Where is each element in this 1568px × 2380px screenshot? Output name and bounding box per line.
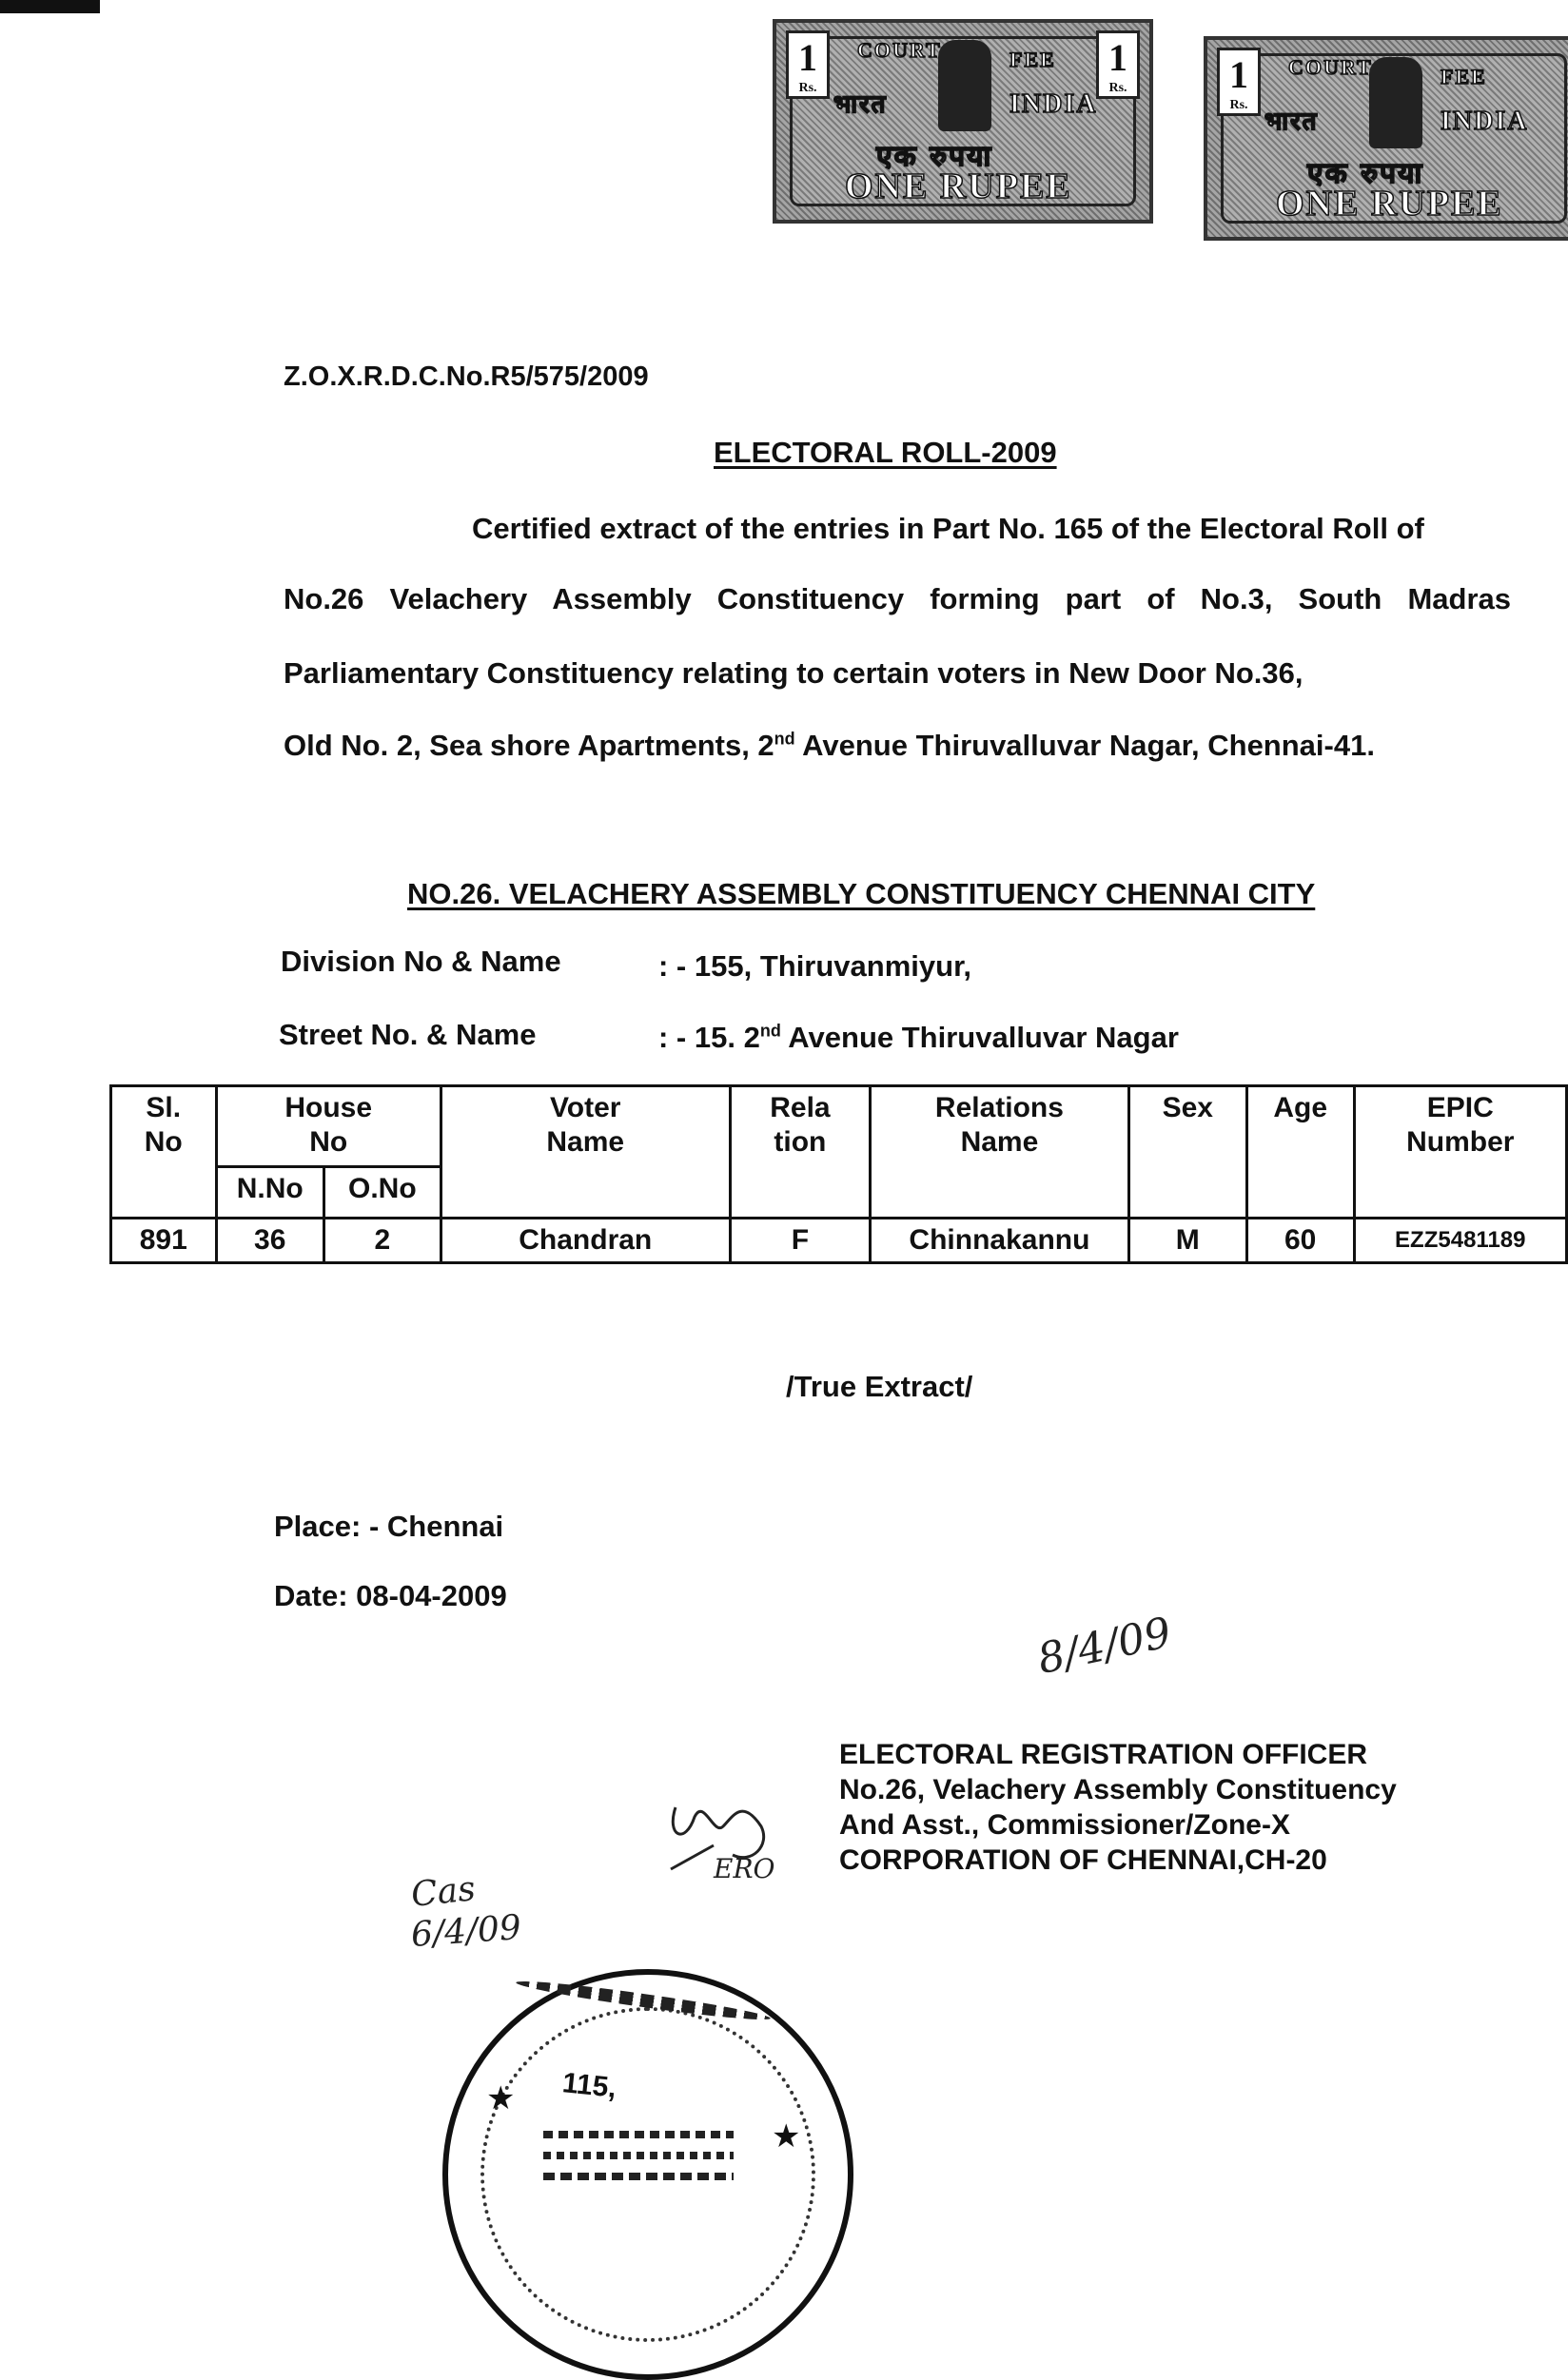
office-seal (442, 1969, 853, 2380)
table-header-row (111, 1086, 1567, 1167)
stamp-court-label: COURT (857, 38, 942, 62)
cell-o-no: 2 (323, 1219, 441, 1263)
stamp-value-hindi: एक रुपया (876, 140, 993, 173)
seal-star-icon: ★ (486, 2080, 516, 2117)
street-value: : - 15. 2nd Avenue Thiruvalluvar Nagar (658, 1021, 1179, 1054)
stamp-fee-label: FEE (1441, 65, 1487, 88)
reference-number: Z.O.X.R.D.C.No.R5/575/2009 (284, 361, 649, 392)
header-relation: Rela tion (730, 1086, 870, 1219)
cell-n-no: 36 (216, 1219, 323, 1263)
scan-mark (0, 0, 100, 13)
voter-table (109, 1084, 1568, 1264)
stamp-fee-label: FEE (1009, 48, 1056, 71)
header-o-no: O.No (323, 1167, 441, 1219)
cell-age: 60 (1246, 1219, 1354, 1263)
stamp-denomination-right: 1 Rs. (1096, 30, 1140, 99)
cell-voter-name: Chandran (441, 1219, 730, 1263)
date-value: 08-04-2009 (356, 1579, 507, 1612)
seal-star-icon: ★ (772, 2118, 801, 2155)
stamp-value-hindi: एक रुपया (1307, 157, 1424, 190)
officer-line-3: And Asst., Commissioner/Zone-X (839, 1809, 1290, 1841)
header-epic: EPIC Number (1354, 1086, 1566, 1219)
officer-block (839, 1737, 1397, 1878)
cell-sex: M (1128, 1219, 1246, 1263)
header-voter-name: Voter Name (441, 1086, 730, 1219)
officer-line-1: ELECTORAL REGISTRATION OFFICER (839, 1739, 1368, 1770)
seal-script-lines (543, 2117, 734, 2194)
body-line-3: Parliamentary Constituency relating to certain voters in New Door No.36, (284, 656, 1303, 690)
officer-signature: 8/4/09 (1033, 1608, 1176, 1685)
cell-epic: EZZ5481189 (1354, 1219, 1566, 1263)
court-fee-stamp (773, 19, 1153, 224)
stamp-denomination-left: 1 Rs. (786, 30, 830, 99)
date: Date: 08-04-2009 (274, 1579, 507, 1612)
header-sex: Sex (1128, 1086, 1246, 1219)
stamp-court-label: COURT (1288, 55, 1373, 79)
officer-line-2: No.26, Velachery Assembly Constituency (839, 1774, 1397, 1805)
body-line-4: Old No. 2, Sea shore Apartments, 2nd Avenue Thiruvalluvar Nagar, Chennai-41. (284, 729, 1375, 762)
header-house-no: House No (216, 1086, 441, 1167)
header-n-no: N.No (216, 1167, 323, 1219)
stamp-country: INDIA (1441, 107, 1529, 136)
stamp-country: INDIA (1009, 89, 1098, 119)
ashoka-emblem-icon (1369, 57, 1422, 148)
stamp-value: ONE RUPEE (845, 166, 1072, 206)
body-line-2: No.26 Velachery Assembly Constituency forming part of No.3, South Madras (284, 582, 1511, 615)
street-label: Street No. & Name (279, 1018, 537, 1051)
header-sl-no: Sl. No (111, 1086, 217, 1219)
header-relations-name: Relations Name (871, 1086, 1129, 1219)
cell-sl-no: 891 (111, 1219, 217, 1263)
cell-relations-name: Chinnakannu (871, 1219, 1129, 1263)
division-value: : - 155, Thiruvanmiyur, (658, 949, 972, 983)
stamp-country-hindi: भारत (1264, 107, 1319, 136)
stamp-country-hindi: भारत (833, 90, 888, 119)
ashoka-emblem-icon (938, 40, 991, 131)
table-row (111, 1219, 1567, 1263)
stamp-value: ONE RUPEE (1276, 184, 1503, 224)
place: Place: - Chennai (274, 1510, 504, 1543)
true-extract: /True Extract/ (786, 1370, 973, 1403)
section-heading: NO.26. VELACHERY ASSEMBLY CONSTITUENCY CHENNAI CITY (407, 877, 1316, 910)
ero-initials: ERO (657, 1779, 780, 1893)
document-title: ELECTORAL ROLL-2009 (714, 436, 1057, 469)
division-label: Division No & Name (281, 945, 561, 978)
header-age: Age (1246, 1086, 1354, 1219)
initials-date: Cas 6/4/09 (409, 1869, 523, 1955)
cell-relation: F (730, 1219, 870, 1263)
seal-text: 115, (560, 2067, 618, 2104)
stamp-denomination-left: 1 Rs. (1217, 48, 1261, 116)
court-fee-stamp (1204, 36, 1568, 241)
officer-line-4: CORPORATION OF CHENNAI,CH-20 (839, 1844, 1327, 1876)
body-line-1: Certified extract of the entries in Part No. 165 of the Electoral Roll of (472, 512, 1424, 545)
